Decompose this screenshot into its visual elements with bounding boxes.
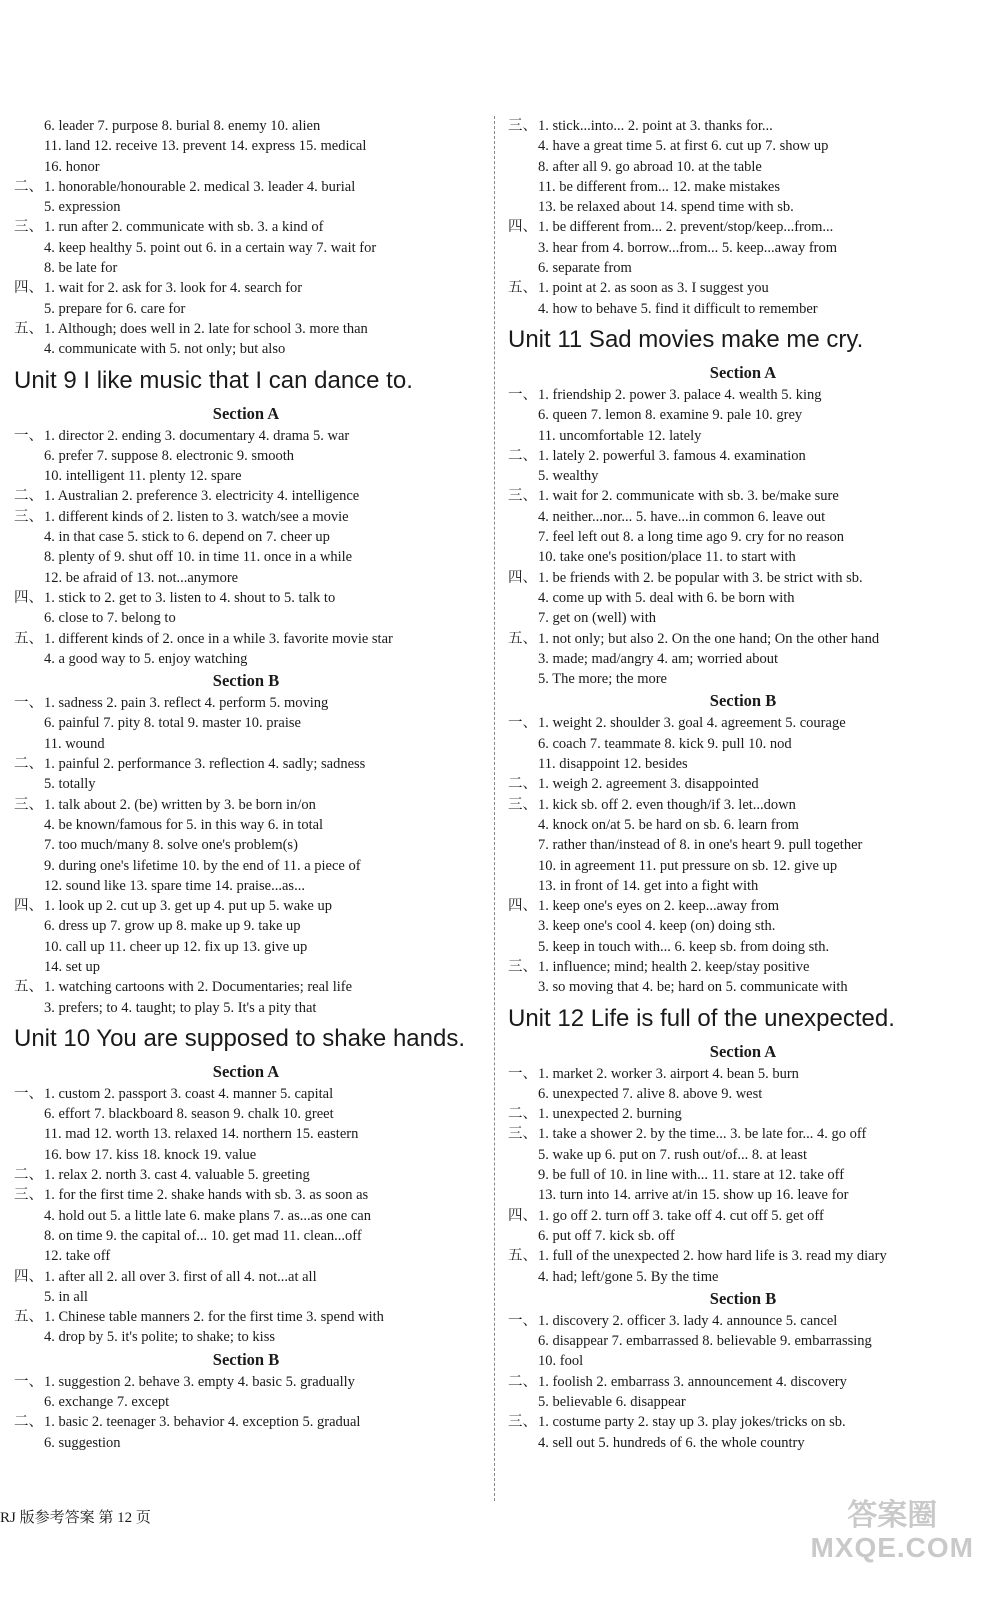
answer-line (14, 734, 478, 754)
answer-line (14, 774, 478, 794)
exercise-marker: 三、 (508, 796, 537, 813)
answer-line (508, 649, 978, 669)
section-heading: Section A (212, 1061, 280, 1081)
answer-text: 5. wake up 6. put on 7. rush out/of... 8. at least (538, 1146, 808, 1163)
answer-line (508, 774, 978, 794)
answer-line (14, 1246, 478, 1266)
answer-text: 4. a good way to 5. enjoy watching (44, 650, 248, 667)
answer-text: 6. disappear 7. embarrassed 8. believable 9. embarrassing (538, 1333, 872, 1350)
column-divider (494, 116, 495, 1501)
answer-line (14, 754, 478, 774)
answer-line (508, 136, 978, 156)
exercise-marker: 二、 (14, 1414, 43, 1431)
answer-text: 1. relax 2. north 3. cast 4. valuable 5. greeting (44, 1167, 310, 1184)
answer-line (14, 1307, 478, 1327)
answer-line (508, 896, 978, 916)
answer-text: 11. wound (44, 735, 105, 752)
answer-text: 1. point at 2. as soon as 3. I suggest you (538, 280, 769, 297)
answer-text: 1. for the first time 2. shake hands with sb. 3. as soon as (44, 1187, 369, 1204)
exercise-marker: 三、 (508, 958, 537, 975)
answer-text: 1. wait for 2. communicate with sb. 3. be/make sure (538, 488, 839, 505)
exercise-marker: 四、 (508, 219, 537, 236)
exercise-marker: 一、 (508, 386, 537, 403)
watermark-url: MXQE.COM (810, 1532, 974, 1563)
answer-line (14, 649, 478, 669)
answer-text: 11. land 12. receive 13. prevent 14. express 15. medical (44, 138, 367, 155)
exercise-marker: 一、 (508, 715, 537, 732)
answer-text: 4. hold out 5. a little late 6. make plans 7. as...as one can (44, 1207, 371, 1224)
exercise-marker: 三、 (14, 1187, 43, 1204)
answer-text: 10. take one's position/place 11. to start with (538, 549, 796, 566)
answer-text: 8. be late for (44, 260, 118, 277)
section-heading: Section B (212, 1349, 280, 1369)
answer-text: 4. come up with 5. deal with 6. be born with (538, 589, 795, 606)
answer-line (508, 957, 978, 977)
answer-line (508, 713, 978, 733)
exercise-marker: 二、 (14, 488, 43, 505)
answer-text: 3. made; mad/angry 4. am; worried about (538, 650, 778, 667)
answer-line (508, 217, 978, 237)
answer-text: 3. keep one's cool 4. keep (on) doing sth. (538, 918, 776, 935)
answer-line (14, 876, 478, 896)
answer-text: 13. turn into 14. arrive at/in 15. show up 16. leave for (538, 1187, 849, 1204)
answer-text: 7. rather than/instead of 8. in one's heart 9. pull together (538, 837, 863, 854)
answer-line (508, 937, 978, 957)
unit-heading: Unit 10 You are supposed to shake hands. (14, 1024, 466, 1052)
answer-text: 12. sound like 13. spare time 14. praise...as... (44, 877, 305, 894)
exercise-marker: 三、 (508, 1126, 537, 1143)
answer-line (14, 446, 478, 466)
section-heading: Section A (709, 362, 777, 382)
answer-line (14, 815, 478, 835)
left-column (14, 116, 478, 1453)
answer-text: 1. stick to 2. get to 3. listen to 4. shout to 5. talk to (44, 589, 336, 606)
answer-text: 1. full of the unexpected 2. how hard life is 3. read my diary (538, 1248, 887, 1265)
answer-line (508, 157, 978, 177)
page-footer: RJ 版参考答案 第 12 页 (0, 1510, 151, 1526)
answer-text: 1. painful 2. performance 3. reflection 4. sadly; sadness (44, 756, 366, 773)
answer-text: 1. Chinese table manners 2. for the first time 3. spend with (44, 1309, 384, 1326)
answer-text: 9. be full of 10. in line with... 11. stare at 12. take off (538, 1167, 845, 1184)
answer-line (14, 629, 478, 649)
answer-line (508, 1185, 978, 1205)
answer-line (508, 1392, 978, 1412)
answer-line (508, 547, 978, 567)
answer-text: 5. expression (44, 199, 121, 216)
answer-line (508, 669, 978, 689)
answer-text: 6. exchange 7. except (44, 1394, 170, 1411)
exercise-marker: 五、 (14, 1309, 43, 1326)
answer-line (14, 713, 478, 733)
answer-text: 11. uncomfortable 12. lately (538, 427, 702, 444)
answer-line (14, 157, 478, 177)
answer-line (14, 197, 478, 217)
answer-text: 1. talk about 2. (be) written by 3. be born in/on (44, 796, 316, 813)
answer-line (14, 278, 478, 298)
unit-heading: Unit 11 Sad movies make me cry. (508, 325, 864, 353)
answer-text: 1. custom 2. passport 3. coast 4. manner 5. capital (44, 1085, 334, 1102)
answer-text: 1. director 2. ending 3. documentary 4. drama 5. war (44, 427, 350, 444)
answer-line (508, 385, 978, 405)
answer-line (14, 1327, 478, 1347)
section-heading: Section B (709, 1288, 777, 1308)
exercise-marker: 四、 (508, 569, 537, 586)
answer-line (508, 815, 978, 835)
answer-text: 1. influence; mind; health 2. keep/stay positive (538, 958, 810, 975)
answer-line (14, 1104, 478, 1124)
section-heading: Section B (212, 671, 280, 691)
answer-text: 16. bow 17. kiss 18. knock 19. value (44, 1146, 257, 1163)
answer-line (508, 1267, 978, 1287)
answer-text: 1. stick...into... 2. point at 3. thanks for... (538, 118, 773, 134)
answer-line (508, 446, 978, 466)
answer-text: 1. basic 2. teenager 3. behavior 4. exception 5. gradual (44, 1414, 361, 1431)
answer-text: 1. wait for 2. ask for 3. look for 4. search for (44, 280, 303, 297)
answer-text: 5. The more; the more (538, 671, 667, 688)
exercise-marker: 一、 (14, 427, 43, 444)
answer-text: 6. dress up 7. grow up 8. make up 9. take up (44, 918, 301, 935)
answer-line (14, 1084, 478, 1104)
answer-line (508, 1311, 978, 1331)
answer-line (14, 957, 478, 977)
answer-line (14, 116, 478, 136)
answer-line (14, 1124, 478, 1144)
answer-text: 12. take off (44, 1248, 111, 1265)
answer-text: 1. not only; but also 2. On the one hand; On the other hand (538, 630, 880, 647)
answer-text: 10. in agreement 11. put pressure on sb. 12. give up (538, 857, 838, 874)
answer-line (508, 754, 978, 774)
answer-line (508, 466, 978, 486)
answer-line (508, 486, 978, 506)
answer-line (14, 1372, 478, 1392)
answer-text: 5. keep in touch with... 6. keep sb. from doing sth. (538, 938, 830, 955)
exercise-marker: 三、 (508, 118, 537, 134)
answer-line (14, 568, 478, 588)
answer-text: 6. effort 7. blackboard 8. season 9. chalk 10. greet (44, 1106, 334, 1123)
exercise-marker: 四、 (14, 280, 43, 297)
answer-line (14, 339, 478, 359)
exercise-marker: 四、 (14, 1268, 43, 1285)
answer-line (14, 258, 478, 278)
answer-text: 3. hear from 4. borrow...from... 5. keep...away from (538, 239, 838, 256)
answer-text: 11. be different from... 12. make mistakes (538, 178, 781, 195)
exercise-marker: 五、 (508, 1248, 537, 1265)
answer-text: 4. drop by 5. it's polite; to shake; to kiss (44, 1329, 275, 1346)
answer-text: 1. sadness 2. pain 3. reflect 4. perform 5. moving (44, 695, 329, 712)
answer-text: 1. keep one's eyes on 2. keep...away from (538, 898, 779, 915)
answer-line (508, 426, 978, 446)
answer-text: 6. queen 7. lemon 8. examine 9. pale 10. grey (538, 407, 803, 424)
answer-line (508, 1165, 978, 1185)
answer-line (508, 1412, 978, 1432)
answer-text: 14. set up (44, 958, 100, 975)
answer-text: 5. wealthy (538, 468, 599, 485)
unit-heading: Unit 12 Life is full of the unexpected. (508, 1004, 895, 1032)
answer-text: 5. in all (44, 1288, 88, 1305)
answer-line (14, 1412, 478, 1432)
exercise-marker: 三、 (508, 488, 537, 505)
answer-line (508, 299, 978, 319)
answer-line (14, 466, 478, 486)
answer-line (508, 1372, 978, 1392)
answer-line (508, 1104, 978, 1124)
answer-text: 1. friendship 2. power 3. palace 4. wealth 5. king (538, 386, 822, 403)
exercise-marker: 二、 (14, 756, 43, 773)
answer-line (14, 426, 478, 446)
answer-text: 4. keep healthy 5. point out 6. in a certain way 7. wait for (44, 239, 377, 256)
answer-text: 6. unexpected 7. alive 8. above 9. west (538, 1085, 763, 1102)
answer-line (508, 405, 978, 425)
exercise-marker: 四、 (14, 589, 43, 606)
answer-text: 1. be friends with 2. be popular with 3. be strict with sb. (538, 569, 863, 586)
answer-text: 5. believable 6. disappear (538, 1394, 686, 1411)
exercise-marker: 二、 (508, 447, 537, 464)
answer-text: 4. in that case 5. stick to 6. depend on 7. cheer up (44, 529, 330, 546)
answer-line (508, 527, 978, 547)
exercise-marker: 一、 (14, 695, 43, 712)
answer-text: 1. be different from... 2. prevent/stop/keep...from... (538, 219, 834, 236)
answer-line (14, 795, 478, 815)
answer-text: 6. painful 7. pity 8. total 9. master 10. praise (44, 715, 301, 732)
answer-line (14, 136, 478, 156)
answer-line (508, 734, 978, 754)
exercise-marker: 二、 (508, 776, 537, 793)
right-column (508, 116, 978, 1453)
answer-line (508, 1331, 978, 1351)
answer-text: 10. intelligent 11. plenty 12. spare (44, 468, 242, 485)
answer-text: 1. foolish 2. embarrass 3. announcement 4. discovery (538, 1373, 847, 1390)
exercise-marker: 五、 (508, 280, 537, 297)
exercise-marker: 三、 (14, 219, 43, 236)
answer-line (14, 1206, 478, 1226)
exercise-marker: 二、 (508, 1106, 537, 1123)
answer-line (508, 258, 978, 278)
answer-text: 8. on time 9. the capital of... 10. get mad 11. clean...off (44, 1227, 362, 1244)
answer-line (14, 1165, 478, 1185)
answer-text: 1. honorable/honourable 2. medical 3. leader 4. burial (44, 178, 356, 195)
answer-line (508, 278, 978, 298)
answer-text: 6. suggestion (44, 1434, 121, 1451)
answer-line (14, 507, 478, 527)
answer-line (14, 1185, 478, 1205)
answer-line (14, 527, 478, 547)
answer-line (508, 568, 978, 588)
answer-text: 1. take a shower 2. by the time... 3. be late for... 4. go off (538, 1126, 867, 1143)
answer-line (508, 1206, 978, 1226)
answer-line (14, 916, 478, 936)
answer-line (508, 116, 978, 136)
answer-text: 1. go off 2. turn off 3. take off 4. cut off 5. get off (538, 1207, 824, 1224)
answer-text: 7. get on (well) with (538, 610, 656, 627)
answer-text: 6. close to 7. belong to (44, 610, 176, 627)
answer-line (14, 588, 478, 608)
answer-line (508, 1246, 978, 1266)
watermark-logo: 答案圈 (847, 1499, 938, 1532)
unit-heading: Unit 9 I like music that I can dance to. (14, 366, 413, 394)
section-heading: Section A (212, 403, 280, 423)
answer-line (508, 876, 978, 896)
answer-line (14, 217, 478, 237)
answer-text: 1. look up 2. cut up 3. get up 4. put up 5. wake up (44, 898, 332, 915)
answer-line (14, 693, 478, 713)
answer-line (14, 299, 478, 319)
answer-line (14, 238, 478, 258)
exercise-marker: 一、 (14, 1085, 43, 1102)
answer-text: 4. be known/famous for 5. in this way 6. in total (44, 816, 324, 833)
answer-line (14, 856, 478, 876)
answer-line (508, 916, 978, 936)
exercise-marker: 五、 (14, 979, 43, 996)
answer-text: 4. communicate with 5. not only; but also (44, 341, 286, 358)
answer-text: 6. separate from (538, 260, 632, 277)
answer-text: 6. coach 7. teammate 8. kick 9. pull 10. nod (538, 735, 792, 752)
exercise-marker: 三、 (508, 1414, 537, 1431)
answer-text: 4. how to behave 5. find it difficult to remember (538, 300, 818, 317)
answer-text: 5. prepare for 6. care for (44, 300, 186, 317)
exercise-marker: 五、 (14, 630, 43, 647)
answer-text: 1. weigh 2. agreement 3. disappointed (538, 776, 759, 793)
exercise-marker: 四、 (508, 1207, 537, 1224)
answer-text: 1. different kinds of 2. once in a while 3. favorite movie star (44, 630, 393, 647)
answer-line (14, 1145, 478, 1165)
answer-text: 1. Australian 2. preference 3. electricity 4. intelligence (44, 488, 360, 505)
answer-text: 1. market 2. worker 3. airport 4. bean 5. burn (538, 1065, 799, 1082)
answer-text: 1. Although; does well in 2. late for school 3. more than (44, 320, 368, 337)
answer-text: 1. unexpected 2. burning (538, 1106, 682, 1123)
answer-text: 8. after all 9. go abroad 10. at the table (538, 158, 762, 175)
answer-line (14, 319, 478, 339)
exercise-marker: 三、 (14, 796, 43, 813)
exercise-marker: 四、 (508, 898, 537, 915)
answer-text: 1. watching cartoons with 2. Documentaries; real life (44, 979, 353, 996)
answer-line (14, 1267, 478, 1287)
answer-line (508, 1145, 978, 1165)
answer-text: 9. during one's lifetime 10. by the end of 11. a piece of (44, 857, 361, 874)
answer-line (508, 1351, 978, 1371)
answer-line (14, 937, 478, 957)
answer-line (508, 197, 978, 217)
answer-text: 4. have a great time 5. at first 6. cut up 7. show up (538, 138, 829, 155)
answer-text: 11. disappoint 12. besides (538, 756, 688, 773)
exercise-marker: 四、 (14, 898, 43, 915)
exercise-marker: 二、 (508, 1373, 537, 1390)
answer-line (14, 1433, 478, 1453)
answer-text: 8. plenty of 9. shut off 10. in time 11. once in a while (44, 549, 353, 566)
answer-text: 1. suggestion 2. behave 3. empty 4. basic 5. gradually (44, 1373, 355, 1390)
answer-text: 5. totally (44, 776, 96, 793)
answer-line (508, 177, 978, 197)
answer-line (508, 1226, 978, 1246)
answer-line (14, 835, 478, 855)
answer-line (14, 608, 478, 628)
answer-line (508, 977, 978, 997)
answer-line (508, 507, 978, 527)
answer-text: 3. prefers; to 4. taught; to play 5. It's a pity that (44, 999, 317, 1016)
exercise-marker: 三、 (14, 508, 43, 525)
answer-text: 12. be afraid of 13. not...anymore (44, 569, 239, 586)
answer-text: 6. prefer 7. suppose 8. electronic 9. smooth (44, 447, 295, 464)
answer-line (14, 896, 478, 916)
answer-line (508, 588, 978, 608)
answer-text: 3. so moving that 4. be; hard on 5. communicate with (538, 979, 848, 996)
exercise-marker: 一、 (508, 1312, 537, 1329)
answer-line (508, 1124, 978, 1144)
section-heading: Section B (709, 691, 777, 711)
exercise-marker: 一、 (508, 1065, 537, 1082)
answer-text: 10. call up 11. cheer up 12. fix up 13. give up (44, 938, 308, 955)
exercise-marker: 一、 (14, 1373, 43, 1390)
answer-text: 4. sell out 5. hundreds of 6. the whole country (538, 1434, 805, 1451)
answer-text: 1. lately 2. powerful 3. famous 4. examination (538, 447, 806, 464)
answer-line (508, 1064, 978, 1084)
answer-text: 1. kick sb. off 2. even though/if 3. let...down (538, 796, 796, 813)
answer-line (508, 1433, 978, 1453)
answer-line (508, 608, 978, 628)
answer-line (508, 629, 978, 649)
exercise-marker: 五、 (14, 320, 43, 337)
answer-line (14, 1287, 478, 1307)
answer-line (508, 856, 978, 876)
answer-line (508, 795, 978, 815)
answer-text: 1. different kinds of 2. listen to 3. watch/see a movie (44, 508, 349, 525)
answer-line (14, 1392, 478, 1412)
answer-text: 4. neither...nor... 5. have...in common 6. leave out (538, 508, 826, 525)
answer-text: 6. leader 7. purpose 8. burial 8. enemy 10. alien (44, 118, 321, 134)
site-watermark (810, 1500, 974, 1564)
answer-text: 13. in front of 14. get into a fight with (538, 877, 759, 894)
answer-text: 7. too much/many 8. solve one's problem(s) (44, 837, 298, 854)
answer-text: 1. after all 2. all over 3. first of all 4. not...at all (44, 1268, 317, 1285)
answer-text: 16. honor (44, 158, 100, 175)
exercise-marker: 五、 (508, 630, 537, 647)
answer-line (14, 177, 478, 197)
answer-text: 4. knock on/at 5. be hard on sb. 6. learn from (538, 816, 799, 833)
answer-text: 10. fool (538, 1353, 584, 1370)
answer-text: 1. costume party 2. stay up 3. play jokes/tricks on sb. (538, 1414, 846, 1431)
answer-line (508, 238, 978, 258)
answer-line (508, 1084, 978, 1104)
answer-line (14, 998, 478, 1018)
answer-line (14, 1226, 478, 1246)
section-heading: Section A (709, 1041, 777, 1061)
answer-text: 4. had; left/gone 5. By the time (538, 1268, 719, 1285)
answer-text: 1. run after 2. communicate with sb. 3. a kind of (44, 219, 324, 236)
answer-text: 13. be relaxed about 14. spend time with sb. (538, 199, 794, 216)
answer-line (14, 547, 478, 567)
answer-text: 11. mad 12. worth 13. relaxed 14. northern 15. eastern (44, 1126, 359, 1143)
answer-text: 1. discovery 2. officer 3. lady 4. announce 5. cancel (538, 1312, 838, 1329)
answer-text: 7. feel left out 8. a long time ago 9. cry for no reason (538, 529, 845, 546)
exercise-marker: 二、 (14, 178, 43, 195)
answer-line (14, 977, 478, 997)
exercise-marker: 二、 (14, 1167, 43, 1184)
answer-text: 1. weight 2. shoulder 3. goal 4. agreement 5. courage (538, 715, 846, 732)
answer-text: 6. put off 7. kick sb. off (538, 1227, 675, 1244)
answer-line (14, 486, 478, 506)
answer-line (508, 835, 978, 855)
